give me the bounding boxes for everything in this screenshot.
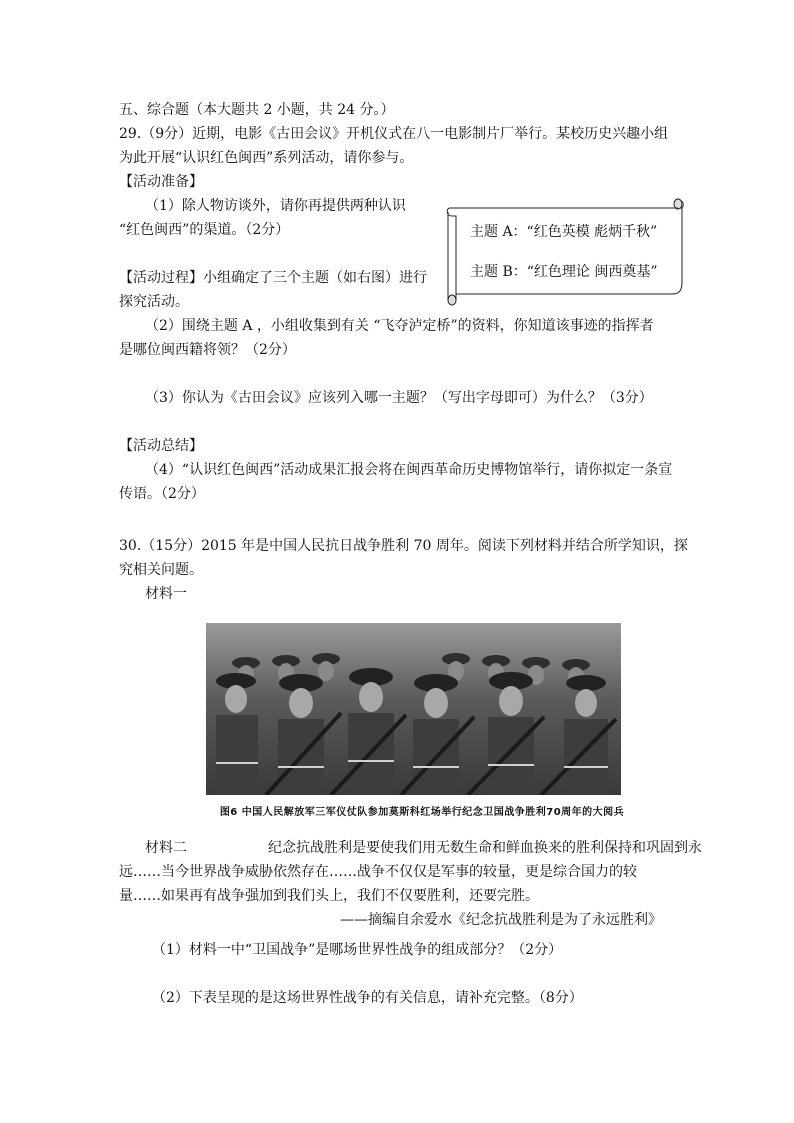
material1-label: 材料一 [145,586,187,602]
q29-sub4-line2: 传语。（2分） [119,486,205,502]
material2-label: 材料二 [145,840,187,856]
q29-prep-heading: 【活动准备】 [119,174,203,190]
q29-process-line1: 【活动过程】小组确定了三个主题（如右图）进行 [119,270,427,286]
material2-line2: 远……当今世界战争威胁依然存在……战争不仅仅是军事的较量，更是综合国力的较 [119,864,637,880]
theme-scroll-figure [446,196,684,296]
q29-sub4-line1: （4）“认识红色闽西”活动成果汇报会将在闽西革命历史博物馆举行，请你拟定一条宣 [145,462,673,478]
q29-stem-line2: 为此开展“认识红色闽西”系列活动，请你参与。 [119,150,414,166]
section-header: 五、综合题（本大题共 2 小题，共 24 分。） [119,102,395,118]
q29-sub2-line2: 是哪位闽西籍将领？（2分） [119,342,296,358]
theme-a-label: 主题 A：“红色英模 彪炳千秋” [470,224,658,240]
q30-stem-line2: 究相关问题。 [119,562,203,578]
q30-stem-line1: 30.（15分）2015 年是中国人民抗日战争胜利 70 周年。阅读下列材料并结合所学知识，探 [119,538,688,554]
theme-b-label: 主题 B：“红色理论 闽西奠基” [470,264,658,280]
material2-line3: 量……如果再有战争强加到我们头上，我们不仅要胜利，还要完胜。 [119,888,539,904]
q29-sub1-line2: “红色闽西”的渠道。（2分） [119,222,290,238]
q30-sub2: （2）下表呈现的是这场世界性战争的有关信息，请补充完整。（8分） [152,990,583,1006]
q29-sub1-line1: （1）除人物访谈外，请你再提供两种认识 [145,198,406,214]
scroll-outline-icon [446,196,684,308]
q29-stem-line1: 29.（9分）近期，电影《古田会议》开机仪式在八一电影制片厂举行。某校历史兴趣小组 [119,126,669,142]
q29-sub3: （3）你认为《古田会议》应该列入哪一主题？（写出字母即可）为什么？（3分） [145,390,653,406]
q29-process-line2: 探究活动。 [119,294,189,310]
material2-line1: 纪念抗战胜利是要使我们用无数生命和鲜血换来的胜利保持和巩固到永 [268,840,702,856]
q29-summary-heading: 【活动总结】 [119,438,203,454]
q29-sub2-line1: （2）围绕主题 A ，小组收集到有关 “飞夺泸定桥”的资料，你知道该事迹的指挥者 [145,318,654,334]
honor-guard-parade-photo [206,623,621,795]
photo-caption: 图6 中国人民解放军三军仪仗队参加莫斯科红场举行纪念卫国战争胜利70周年的大阅兵 [219,807,625,818]
q30-sub1: （1）材料一中“卫国战争”是哪场世界性战争的组成部分？（2分） [152,942,563,958]
material2-source: ——摘编自余爱水《纪念抗战胜利是为了永远胜利》 [340,912,662,928]
